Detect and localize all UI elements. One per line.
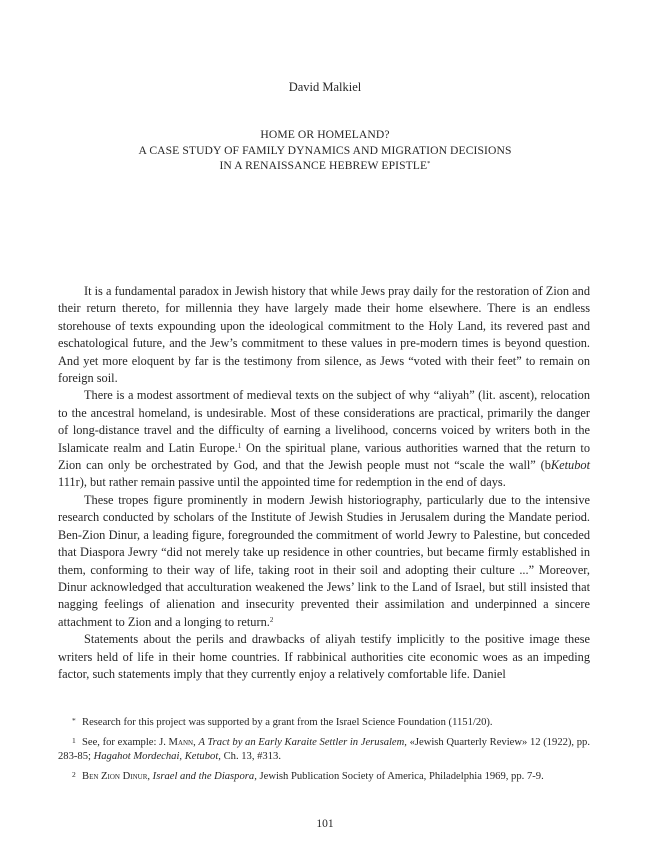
- footnote-1: 1 See, for example: J. Mann, A Tract by an Early Karaite Settler in Jerusalem, «Jewish Quarterly Review» 12 (1922), pp. 283-85; Hagahot Mordechai, Ketubot, Ch. 13, #313.: [58, 735, 590, 763]
- footnote-2-author: Ben Zion Dinur: [82, 770, 148, 782]
- paragraph-2-text-b: On the spiritual plane, various authorities warned that the return to Zion can only be orchestrated by God, and that the Jewish people must not “scale the wall” (: [58, 440, 590, 473]
- paragraph-4: Statements about the perils and drawbacks of aliyah testify implicitly to the positive image these writers held of life in their home countries. If rabbinical authorities cite economic woes as an impeding factor, such statements imply that they currently enjoy a relatively comfortable life. Daniel: [58, 632, 590, 681]
- talmud-prefix: b: [544, 458, 551, 473]
- paragraph-2-text-c: 111r), but rather remain passive until the appointed time for redemption in the end of days.: [58, 475, 506, 490]
- paragraph-2: [58, 387, 590, 491]
- footnote-2-title: Israel and the Diaspora: [152, 770, 255, 782]
- footnote-ref-2[interactable]: 2: [269, 615, 274, 624]
- title-line-3: [0, 158, 650, 174]
- title-line-1: HOME OR HOMELAND?: [260, 128, 390, 141]
- title-line-3-text: IN A RENAISSANCE HEBREW EPISTLE: [219, 159, 428, 172]
- title-footnote-marker: *: [427, 160, 431, 167]
- title-line-2: A CASE STUDY OF FAMILY DYNAMICS AND MIGRATION DECISIONS: [138, 143, 512, 157]
- paragraph-3-text: These tropes figure prominently in modern Jewish historiography, particularly due to the intensive research conducted by scholars of the Institute of Jewish Studies in Jerusalem during the Mandate period. Ben-Zion Dinur, a leading figure, foregrounded the commitment of world Jewry to Palestine, but conceded that Diaspora Jewry “did not merely take up residence in other countries, but became firmly established in them, conforming to their way of life, taking root in their soil and adopting their culture ...” Moreover, Dinur acknowledged that acculturation weakened the Jews’ link to the Land of Israel, but still insisted that nagging feelings of alienation and insecurity prevented their assimilation and underpinned a sincere attachment to Zion and a longing to return.: [58, 492, 590, 629]
- footnote-1-text-a: See, for example: J.: [82, 736, 169, 748]
- paragraph-3: [58, 492, 590, 631]
- footnote-1-marker: 1: [72, 735, 76, 745]
- footnote-1-text-b: , «Jewish Quarterly Review» 12 (1922), pp. 283-85;: [58, 736, 590, 763]
- footnote-star-marker: *: [72, 716, 76, 725]
- footnote-ref-1[interactable]: 1: [237, 441, 242, 450]
- footnote-1-author: Mann: [168, 736, 194, 748]
- footnote-2: [58, 770, 590, 785]
- paragraph-2-text-a: There is a modest assortment of medieval texts on the subject of why “aliyah” (lit. ascent), relocation to the ancestral homeland, is undesirable. Most of these considerations are practical, primarily the danger of long-distance travel and the difficulty of earning a livelihood, concerns voiced by writers both in the Islamicate realm and Latin Europe.: [58, 388, 590, 455]
- author-name: David Malkiel: [288, 80, 362, 94]
- footnote-star: [58, 716, 590, 731]
- paragraph-1: It is a fundamental paradox in Jewish history that while Jews pray daily for the restoration of Zion and their return thereto, for millennia they have largely made their home elsewhere. There is an endless storehouse of texts expounding upon the ideological commitment to the Holy Land, its revered past and eschatological future, and the Jew’s commitment to these values in pre-modern times is beyond question. And yet more eloquent by far is the testimony from silence, as Jews “voted with their feet” to remain on foreign soil.: [58, 284, 590, 386]
- talmud-tractate: Ketubot: [550, 458, 590, 473]
- footnote-2-marker: 2: [72, 769, 76, 779]
- footnote-2-separator: ,: [147, 770, 153, 782]
- footnote-star-text: Research for this project was supported by a grant from the Israel Science Foundation (1151/20).: [82, 717, 493, 728]
- footnotes: [58, 716, 590, 789]
- article-title: [0, 127, 650, 174]
- footnote-1-title: A Tract by an Early Karaite Settler in Jerusalem: [198, 736, 405, 748]
- footnote-1-text-c: , Ch. 13, #313.: [218, 751, 281, 763]
- footnote-2-text: , Jewish Publication Society of America, Philadelphia 1969, pp. 7-9.: [254, 770, 544, 782]
- body-text: [58, 283, 590, 683]
- footnote-1-title-2: Hagahot Mordechai, Ketubot: [93, 751, 219, 763]
- page-number: 101: [316, 818, 334, 830]
